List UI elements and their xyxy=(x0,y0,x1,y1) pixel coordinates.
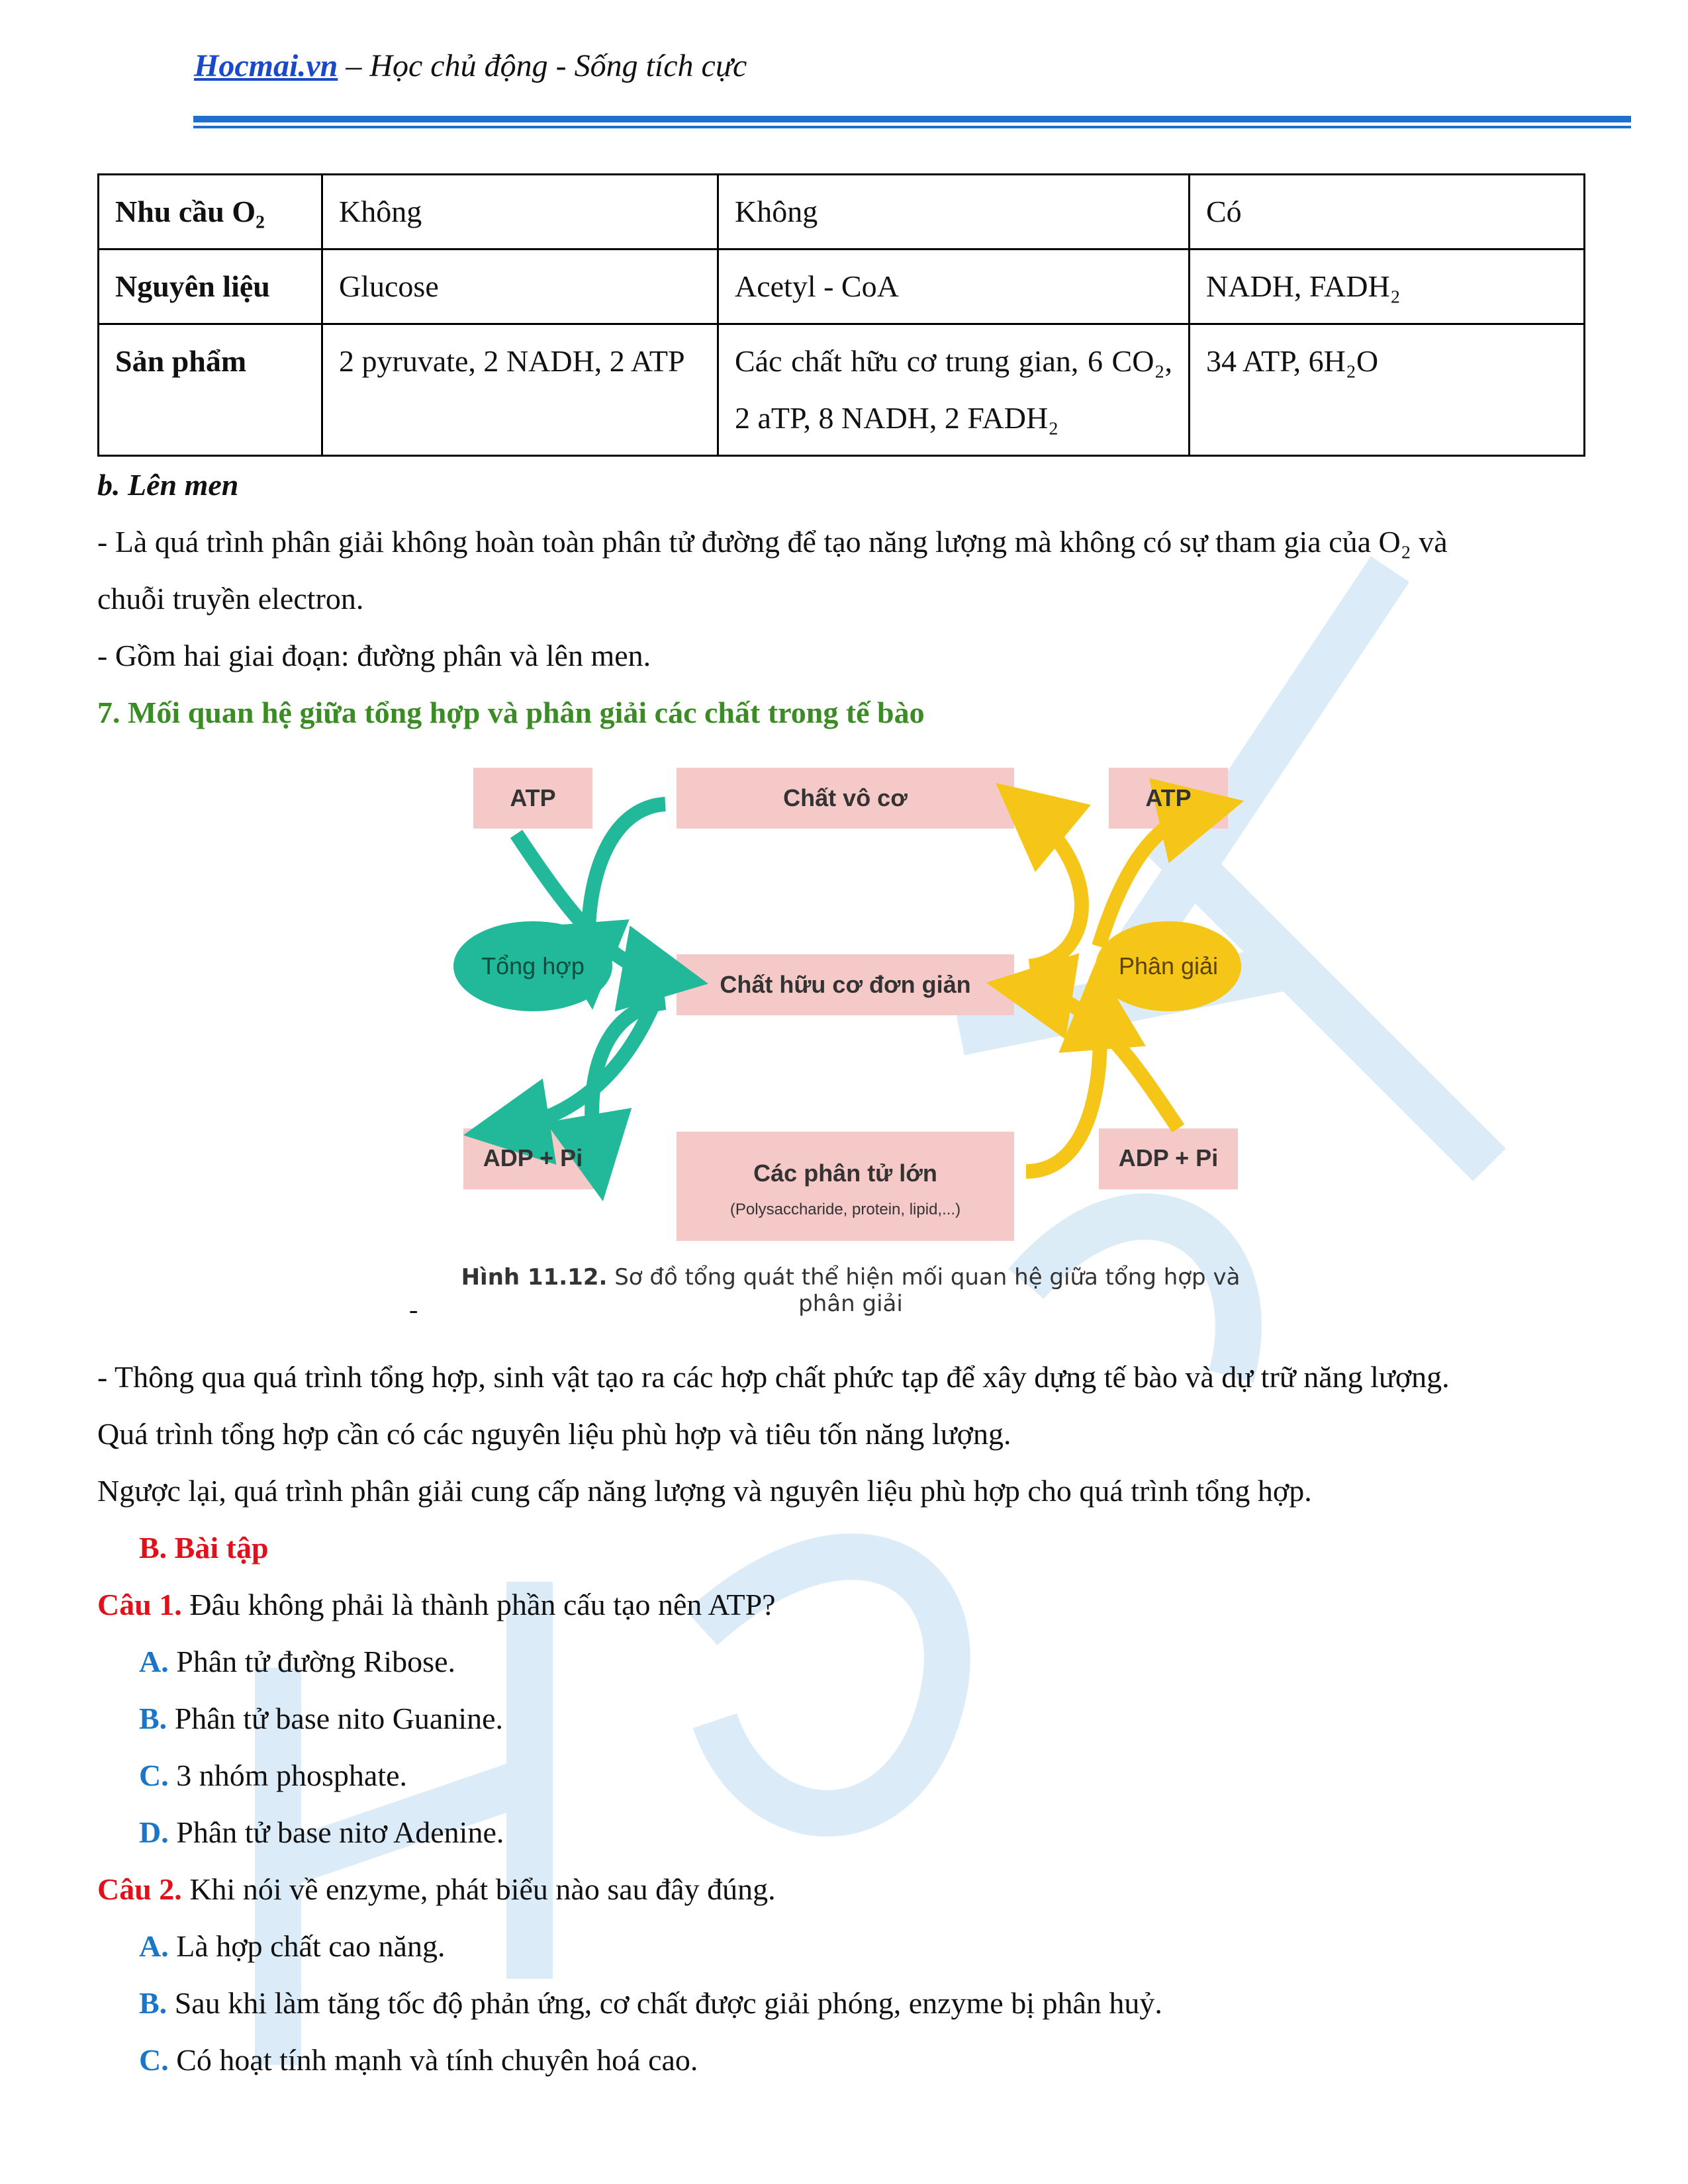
option-letter: A. xyxy=(139,1645,169,1678)
atp-left-label: ATP xyxy=(510,784,556,811)
macromolecules-sublabel: (Polysaccharide, protein, lipid,...) xyxy=(729,1201,961,1218)
option-text: Là hợp chất cao năng. xyxy=(168,1929,445,1963)
figure-caption xyxy=(457,1264,1244,1317)
macromolecules-label: Các phân tử lớn xyxy=(753,1160,937,1187)
q1-option-d[interactable] xyxy=(139,1804,1626,1861)
exercises-heading: B. Bài tập xyxy=(139,1531,269,1565)
respiration-comparison-table xyxy=(97,173,1585,457)
option-letter: B. xyxy=(139,1702,167,1735)
option-text: 3 nhóm phosphate. xyxy=(168,1758,408,1792)
table-row xyxy=(99,250,1585,324)
section-b-line2: chuỗi truyền electron. xyxy=(97,582,364,615)
adp-branch-arrow xyxy=(1026,1006,1100,1171)
table-cell: 34 ATP, 6H₂O xyxy=(1190,324,1585,456)
q2-option-a[interactable] xyxy=(139,1918,1626,1975)
option-text: Có hoạt tính mạnh và tính chuyên hoá cao. xyxy=(168,2043,698,2077)
table-row xyxy=(99,324,1585,456)
q1-option-a[interactable] xyxy=(139,1633,1626,1690)
breakdown-label: Phân giải xyxy=(1118,952,1219,979)
section-b-line3: - Gồm hai giai đoạn: đường phân và lên men. xyxy=(97,639,651,672)
header-tagline: – Học chủ động - Sống tích cực xyxy=(338,48,747,83)
after-figure-line2: Quá trình tổng hợp cần có các nguyên liệu phù hợp và tiêu tốn năng lượng. xyxy=(97,1417,1011,1451)
question-1 xyxy=(97,1576,1585,1633)
table-cell: Có xyxy=(1190,175,1585,250)
table-cell: Acetyl - CoA xyxy=(718,250,1190,324)
row-label: Nhu cầu O₂ xyxy=(99,175,322,250)
table-cell: Glucose xyxy=(322,250,718,324)
table-cell: Không xyxy=(718,175,1190,250)
row-label: Nguyên liệu xyxy=(99,250,322,324)
q2-option-b[interactable] xyxy=(139,1975,1626,2032)
question-1-text: Đâu không phải là thành phần cấu tạo nên ATP? xyxy=(181,1588,776,1621)
question-2 xyxy=(97,1861,1585,1918)
header-rule-thick xyxy=(193,116,1631,122)
section-b-heading: b. Lên men xyxy=(97,468,239,502)
adp-left-label: ADP + Pi xyxy=(483,1144,583,1171)
option-text: Phân tử base nitơ Adenine. xyxy=(168,1815,504,1849)
after-figure-line3: Ngược lại, quá trình phân giải cung cấp năng lượng và nguyên liệu phù hợp cho quá trình tổng hợp. xyxy=(97,1474,1312,1508)
caption-text: Sơ đồ tổng quát thể hiện mối quan hệ giữa tổng hợp và phân giải xyxy=(607,1264,1241,1317)
page-header xyxy=(194,48,747,84)
q1-option-b[interactable] xyxy=(139,1690,1626,1747)
q1-option-c[interactable] xyxy=(139,1747,1626,1804)
atp-right-label: ATP xyxy=(1145,784,1192,811)
section-b-line1: - Là quá trình phân giải không hoàn toàn phân tử đường để tạo năng lượng mà không có sự tham gia của O₂ và xyxy=(97,525,1448,559)
simple-organic-label: Chất hữu cơ đơn giản xyxy=(720,971,971,998)
section-7-heading: 7. Mối quan hệ giữa tổng hợp và phân giải các chất trong tế bào xyxy=(97,696,925,729)
table-cell: NADH, FADH₂ xyxy=(1190,250,1585,324)
table-cell: 2 pyruvate, 2 NADH, 2 ATP xyxy=(322,324,718,456)
synthesis-label: Tổng hợp xyxy=(481,952,585,979)
table-cell: Không xyxy=(322,175,718,250)
option-letter: C. xyxy=(139,2043,169,2077)
row-label: Sản phẩm xyxy=(99,324,322,456)
question-2-text: Khi nói về enzyme, phát biểu nào sau đây đúng. xyxy=(181,1872,776,1906)
brand-link[interactable]: Hocmai.vn xyxy=(194,48,338,83)
simple-to-inorganic-arrow xyxy=(1029,811,1082,966)
option-letter: D. xyxy=(139,1815,169,1849)
metabolism-diagram xyxy=(437,748,1258,1310)
question-2-label: Câu 2. xyxy=(97,1872,182,1906)
caption-label: Hình 11.12. xyxy=(461,1264,608,1291)
option-letter: A. xyxy=(139,1929,169,1963)
figure-dash: - xyxy=(409,1295,418,1324)
table-cell: Các chất hữu cơ trung gian, 6 CO₂, 2 aTP, 8 NADH, 2 FADH₂ xyxy=(718,324,1190,456)
question-1-label: Câu 1. xyxy=(97,1588,182,1621)
option-text: Sau khi làm tăng tốc độ phản ứng, cơ chất được giải phóng, enzyme bị phân huỷ. xyxy=(167,1986,1162,2020)
header-rule-thin xyxy=(193,126,1631,128)
adp-right-label: ADP + Pi xyxy=(1118,1144,1219,1171)
option-text: Phân tử base nito Guanine. xyxy=(167,1702,504,1735)
after-figure-line1: - Thông qua quá trình tổng hợp, sinh vật tạo ra các hợp chất phức tạp để xây dựng tế bào và dự trữ năng lượng. xyxy=(97,1360,1450,1394)
q2-option-c[interactable] xyxy=(139,2032,1626,2089)
table-row xyxy=(99,175,1585,250)
option-text: Phân tử đường Ribose. xyxy=(168,1645,455,1678)
inorganic-label: Chất vô cơ xyxy=(783,784,908,811)
option-letter: C. xyxy=(139,1758,169,1792)
option-letter: B. xyxy=(139,1986,167,2020)
